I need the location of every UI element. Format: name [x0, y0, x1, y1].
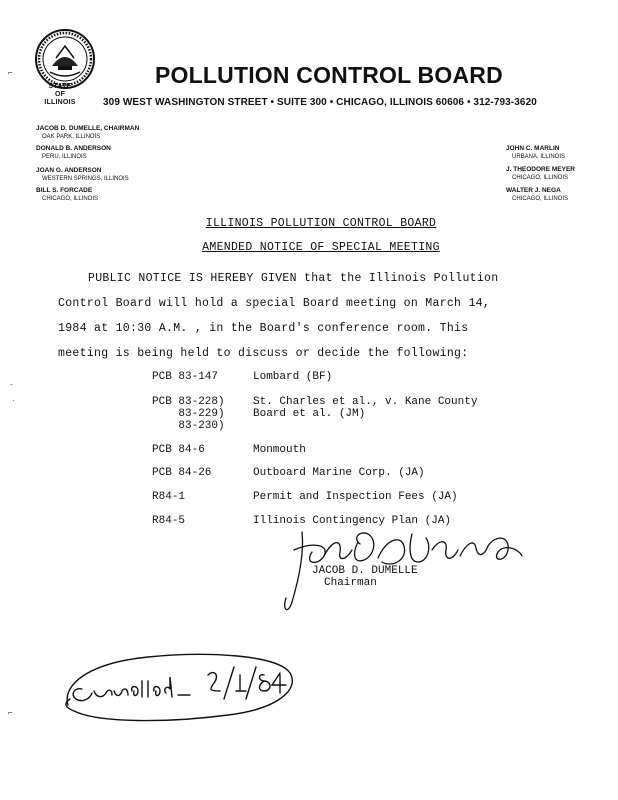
- paragraph-line-3: 1984 at 10:30 A.M. , in the Board's conference room. This: [58, 322, 469, 335]
- agenda-item-case: PCB 84-26: [152, 467, 212, 479]
- member-left-3: JOAN G. ANDERSON WESTERN SPRINGS, ILLINOIS: [36, 167, 129, 182]
- member-right-1: JOHN C. MARLIN URBANA, ILLINOIS: [506, 145, 566, 160]
- agenda-item-case: R84-5: [152, 515, 186, 527]
- member-right-2: J. THEODORE MEYER CHICAGO, ILLINOIS: [506, 166, 575, 181]
- agenda-item-case: PCB 83-228) 83-229) 83-230): [152, 396, 225, 432]
- member-left-1: JACOB D. DUMELLE, CHAIRMAN OAK PARK, ILLINOIS: [36, 125, 140, 140]
- member-left-4: BILL S. FORCADE CHICAGO, ILLINOIS: [36, 187, 99, 202]
- member-left-2: DONALD B. ANDERSON PERU, ILLINOIS: [36, 145, 111, 160]
- cancelled-annotation: [58, 645, 298, 725]
- margin-mark: ‐: [10, 380, 13, 389]
- agenda-item-description: Outboard Marine Corp. (JA): [253, 467, 425, 479]
- board-address: 309 WEST WASHINGTON STREET • SUITE 300 • CHICAGO, ILLINOIS 60606 • 312-793-3620: [103, 97, 537, 108]
- state-label: STATE OF ILLINOIS: [44, 83, 76, 106]
- margin-mark: ⌐: [8, 68, 13, 77]
- agenda-item-description: Lombard (BF): [253, 371, 333, 383]
- paragraph-line-2: Control Board will hold a special Board meeting on March 14,: [58, 297, 491, 310]
- signatory: [312, 565, 418, 589]
- board-title: POLLUTION CONTROL BOARD: [155, 62, 503, 88]
- agenda-item-description: Permit and Inspection Fees (JA): [253, 491, 458, 503]
- state-seal-icon: [34, 28, 96, 90]
- paragraph-line-1: PUBLIC NOTICE IS HEREBY GIVEN that the Illinois Pollution: [88, 272, 499, 285]
- member-right-3: WALTER J. NEGA CHICAGO, ILLINOIS: [506, 187, 569, 202]
- paragraph-line-4: meeting is being held to discuss or decide the following:: [58, 347, 469, 360]
- signatory-title: Chairman: [324, 577, 377, 589]
- agenda-item-case: PCB 84-6: [152, 444, 205, 456]
- margin-mark: ⌐: [8, 708, 13, 717]
- agenda-item-case: PCB 83-147: [152, 371, 219, 383]
- agenda-item-description: Monmouth: [253, 444, 306, 456]
- agenda-item-description: St. Charles et al., v. Kane County Board et al. (JM): [253, 396, 478, 420]
- agenda-item-description: Illinois Contingency Plan (JA): [253, 515, 452, 527]
- notice-subheading: AMENDED NOTICE OF SPECIAL MEETING: [202, 241, 440, 254]
- margin-mark: ·: [12, 396, 15, 405]
- notice-heading: ILLINOIS POLLUTION CONTROL BOARD: [205, 217, 437, 230]
- agenda-item-case: R84-1: [152, 491, 186, 503]
- signatory-name: JACOB D. DUMELLE: [312, 565, 418, 577]
